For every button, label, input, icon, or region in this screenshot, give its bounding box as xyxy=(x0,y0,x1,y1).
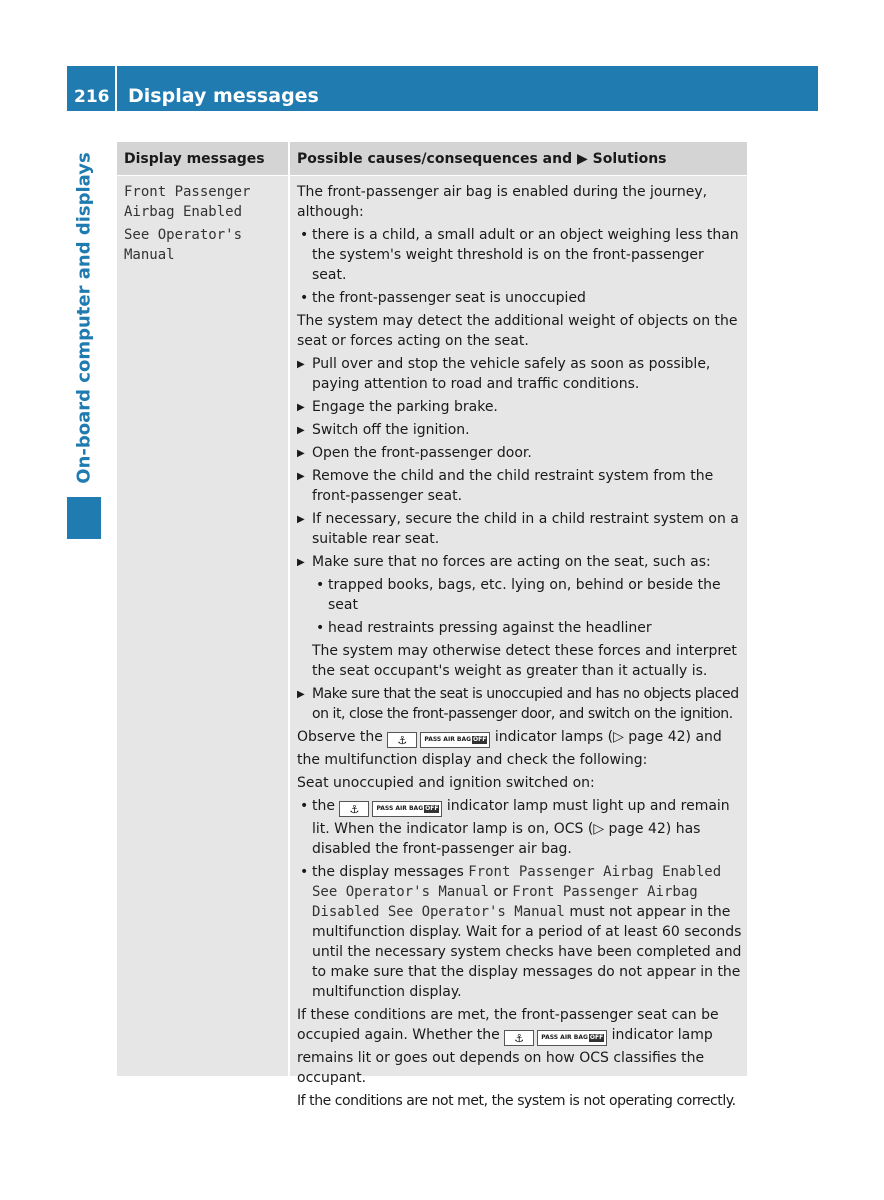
step-item: ▶ Make sure that the seat is unoccupied and has no objects placed on it, close the front-passenger door, and switch on the ignition. xyxy=(297,684,742,724)
seat-occupant-icon: ⚓ xyxy=(387,732,417,748)
pass-airbag-off-icon: PASS AIR BAG OFF xyxy=(420,732,490,748)
step-item: ▶ Remove the child and the child restraint system from the front-passenger seat. xyxy=(297,466,742,506)
paragraph xyxy=(297,1005,742,1088)
messages-table xyxy=(117,142,747,1109)
pass-airbag-off-icon: PASS AIR BAG OFF xyxy=(537,1030,607,1046)
display-message-ref: Front Passenger Airbag Enabled See Operator's Manual xyxy=(312,864,722,900)
side-tab-label: On-board computer and displays xyxy=(73,152,95,484)
bullet-item xyxy=(297,796,742,859)
solutions-cell xyxy=(297,182,742,1114)
table-header-row xyxy=(117,142,747,175)
paragraph: If the conditions are not met, the system is not operating correctly. xyxy=(297,1093,736,1109)
page-number: 216 xyxy=(74,87,110,107)
text-span: the display messages xyxy=(312,864,464,880)
paragraph: Seat unoccupied and ignition switched on: xyxy=(297,775,595,791)
step-item: ▶ Switch off the ignition. xyxy=(297,420,742,440)
step-item: ▶ Engage the parking brake. xyxy=(297,397,742,417)
indicator-lamps xyxy=(504,1028,607,1048)
sub-bullet-item: • head restraints pressing against the headliner xyxy=(297,618,742,638)
text-span: indicator lamps (▷ page 42) and the multifunction display and check the following: xyxy=(297,729,722,768)
text-span: or xyxy=(493,884,508,900)
text-span: If these conditions are met, the front-passenger seat can be occupied again. Whether the xyxy=(297,1007,719,1043)
row-separator xyxy=(117,175,747,176)
col1-header: Display messages xyxy=(124,151,265,167)
bullet-item: • the front-passenger seat is unoccupied xyxy=(297,288,742,308)
col2-header: Possible causes/consequences and ▶ Solutions xyxy=(297,151,667,167)
message-line: See Operator's xyxy=(124,227,243,243)
indicator-lamps xyxy=(339,799,442,819)
indented-paragraph: The system may otherwise detect these forces and interpret the seat occupant's weight as greater than it actually is. xyxy=(312,643,737,679)
message-line: Manual xyxy=(124,247,175,263)
step-item: ▶ Pull over and stop the vehicle safely as soon as possible, paying attention to road and traffic conditions. xyxy=(297,354,742,394)
message-line: Airbag Enabled xyxy=(124,204,243,220)
page-header xyxy=(67,66,818,111)
text-span: Observe the xyxy=(297,729,383,745)
step-item: ▶ Make sure that no forces are acting on the seat, such as: xyxy=(297,552,742,572)
page-title: Display messages xyxy=(128,85,319,107)
sub-bullet-item: • trapped books, bags, etc. lying on, behind or beside the seat xyxy=(297,575,742,615)
column-separator xyxy=(288,142,290,1076)
seat-occupant-icon: ⚓ xyxy=(504,1030,534,1046)
header-divider xyxy=(115,66,117,111)
text-span: the xyxy=(312,798,335,814)
paragraph: The front-passenger air bag is enabled during the journey, although: xyxy=(297,184,708,220)
bullet-item: • there is a child, a small adult or an object weighing less than the system's weight threshold is on the front-passenger seat. xyxy=(297,225,742,285)
message-line: Front Passenger xyxy=(124,184,251,200)
paragraph xyxy=(297,727,742,770)
text-span: must not appear in the multifunction display. Wait for a period of at least 60 seconds until the necessary system checks have been completed and to make sure that the display messages do not appear in the multifunction display. xyxy=(312,904,742,1000)
pass-airbag-off-icon: PASS AIR BAG OFF xyxy=(372,801,442,817)
text-span: indicator lamp remains lit or goes out depends on how OCS classifies the occupant. xyxy=(297,1027,713,1086)
step-item: ▶ If necessary, secure the child in a child restraint system on a suitable rear seat. xyxy=(297,509,742,549)
step-item: ▶ Open the front-passenger door. xyxy=(297,443,742,463)
side-tab xyxy=(67,142,101,494)
seat-occupant-icon: ⚓ xyxy=(339,801,369,817)
paragraph: The system may detect the additional weight of objects on the seat or forces acting on the seat. xyxy=(297,313,738,349)
indicator-lamps xyxy=(387,730,490,750)
display-message-cell xyxy=(124,182,284,265)
text-span: indicator lamp must light up and remain lit. When the indicator lamp is on, OCS (▷ page 42) has disabled the front-passenger air bag. xyxy=(312,798,730,857)
display-message-ref: Front Passenger Airbag Disabled See Operator's Manual xyxy=(312,884,698,920)
side-tab-marker xyxy=(67,497,101,539)
bullet-item xyxy=(297,862,742,1002)
